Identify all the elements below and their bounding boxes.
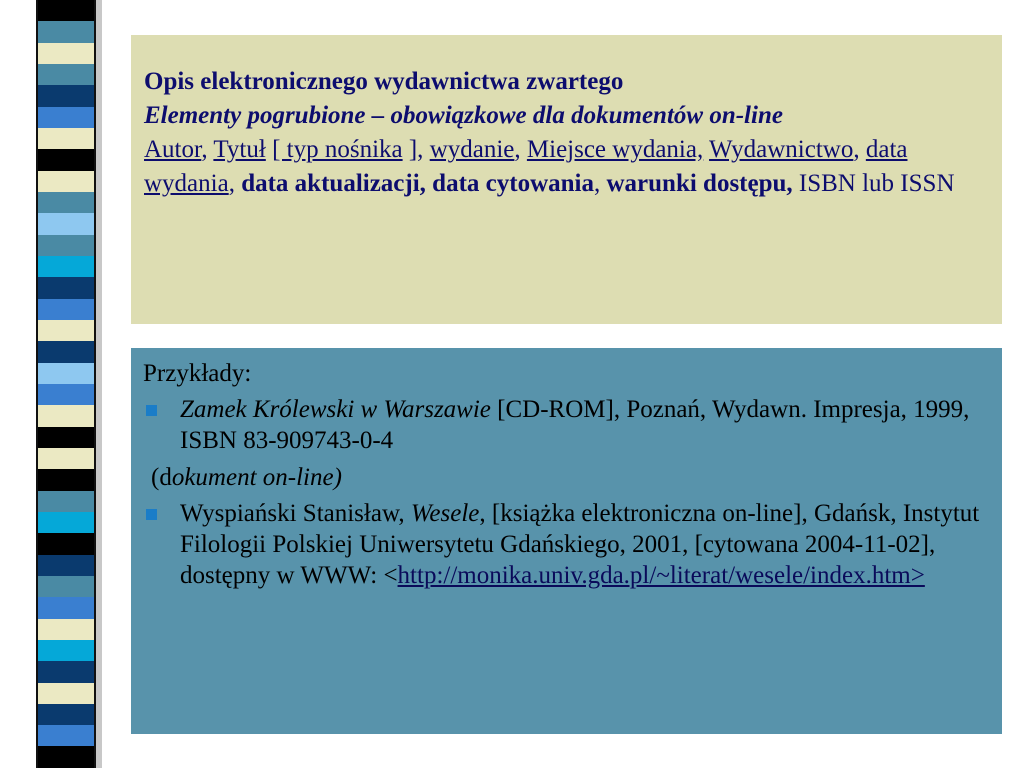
example-details: [CD-ROM], Poznań, Wydawn. Impresja, 1999, ISBN 83-909743-0-4 [180, 396, 970, 454]
example-details: , [książka elektroniczna on-line], Gdańsk, Instytut Filologii Polskiej Uniwersytetu Gdańskiego, 2001, [cytowana 2004-11-02], dostępny w WWW: [180, 500, 980, 589]
example-title: Wesele [410, 500, 480, 527]
field-wydawnictwo-link[interactable]: Wydawnictwo [709, 136, 854, 163]
stripe-segment [38, 85, 94, 106]
stripe-segment [38, 597, 94, 618]
stripe-segment [38, 128, 94, 149]
field-isbn-issn: ISBN lub ISSN [792, 170, 955, 197]
square-bullet-icon [146, 509, 157, 520]
stripe-segment [38, 213, 94, 234]
stripe-segment [38, 0, 94, 21]
stripe-segment [38, 725, 94, 746]
field-data-aktualizacji: data aktualizacji, data cytowania [241, 170, 594, 197]
field-wydanie-link[interactable]: wydanie [429, 136, 515, 163]
stripe-segment [38, 256, 94, 277]
stripe-segment [38, 746, 94, 767]
example-item: Wyspiański Stanisław, Wesele, [książka elektroniczna on-line], Gdańsk, Instytut Filologii Polskiej Uniwersytetu Gdańskiego, 2001, [cytowana 2004-11-02], dostępny w WWW: <http://monika.univ.gda.pl/~literat/wesele/index.htm> [143, 498, 982, 591]
stripe-segment [38, 619, 94, 640]
stripe-segment [38, 171, 94, 192]
field-miejsce-wydania-link[interactable]: Miejsce wydania, [526, 136, 704, 163]
stripe-segment [38, 363, 94, 384]
stripe-segment [38, 427, 94, 448]
decorative-stripe-bar [36, 0, 96, 768]
stripe-segment [38, 149, 94, 170]
stripe-segment [38, 192, 94, 213]
stripe-segment [38, 384, 94, 405]
stripe-segment [38, 277, 94, 298]
stripe-segment [38, 235, 94, 256]
stripe-segment [38, 491, 94, 512]
field-warunki-dostepu: warunki dostępu, [606, 170, 793, 197]
stripe-segment [38, 107, 94, 128]
stripe-segment [38, 43, 94, 64]
examples-intro: Przykłady: [143, 360, 252, 387]
stripe-segment [38, 661, 94, 682]
online-document-note: (dokument on-line) [151, 464, 342, 491]
field-autor-link[interactable]: Autor [144, 136, 202, 163]
stripe-segment [38, 299, 94, 320]
stripe-segment [38, 512, 94, 533]
example-title: Zamek Królewski w Warszawie [180, 396, 491, 423]
stripe-segment [38, 704, 94, 725]
example-author: Wyspiański Stanisław, [180, 500, 411, 527]
stripe-segment [38, 555, 94, 576]
panel-subtitle: Elementy pogrubione – obowiązkowe dla dokumentów on-line [144, 102, 783, 129]
description-panel [131, 35, 1002, 324]
panel-title: Opis elektronicznego wydawnictwa zwartego [144, 68, 624, 95]
stripe-segment [38, 469, 94, 490]
stripe-segment [38, 405, 94, 426]
stripe-segment [38, 683, 94, 704]
example-item [143, 394, 982, 456]
wesele-url-link[interactable]: http://monika.univ.gda.pl/~literat/wesele/index.htm> [397, 562, 925, 589]
examples-panel [131, 348, 1002, 734]
stripe-segment [38, 576, 94, 597]
stripe-segment [38, 320, 94, 341]
stripe-bar-shadow [96, 0, 102, 768]
field-data-wydania-link[interactable]: data wydania [144, 136, 908, 197]
stripe-segment [38, 640, 94, 661]
stripe-segment [38, 341, 94, 362]
field-typ-nosnika-link[interactable]: [ typ nośnika [272, 136, 403, 163]
stripe-segment [38, 21, 94, 42]
stripe-segment [38, 533, 94, 554]
citation-format: Autor, Tytuł [ typ nośnika ], wydanie, Miejsce wydania, Wydawnictwo, data wydania, data aktualizacji, data cytowania, warunki dostępu, ISBN lub ISSN [144, 136, 955, 197]
stripe-segment [38, 448, 94, 469]
square-bullet-icon [146, 405, 157, 416]
field-tytul-link[interactable]: Tytuł [213, 136, 266, 163]
stripe-segment [38, 64, 94, 85]
